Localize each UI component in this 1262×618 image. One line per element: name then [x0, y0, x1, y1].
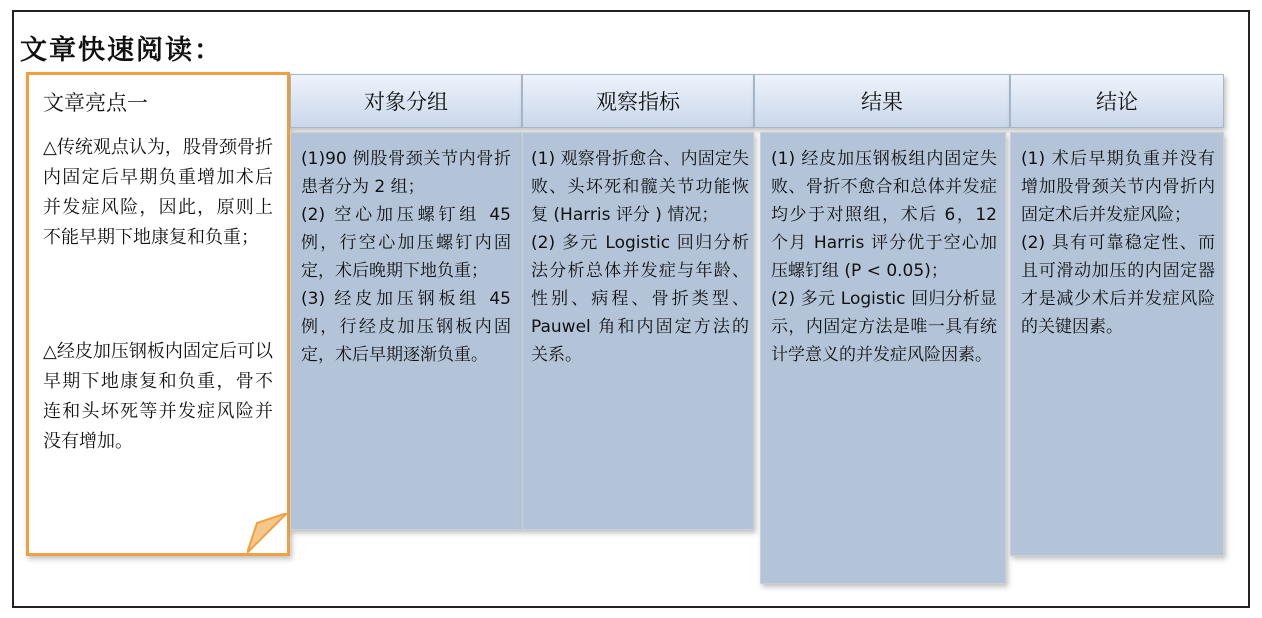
column-item: (1)90 例股骨颈关节内骨折患者分为 2 组； — [301, 149, 511, 197]
column-body-indicators — [522, 132, 754, 530]
column-item: (1) 观察骨折愈合、内固定失败、头坏死和髋关节功能恢复 (Harris 评分 ) 情况； — [531, 149, 749, 225]
page-title: 文章快速阅读： — [20, 35, 223, 66]
column-header-label: 结论 — [1096, 90, 1138, 114]
column-header-label: 观察指标 — [596, 90, 680, 114]
column-header-conclusion — [1010, 74, 1224, 128]
column-item: (1) 经皮加压钢板组内固定失败、骨折不愈合和总体并发症均少于对照组，术后 6，12 个月 Harris 评分优于空心加压螺钉组 (P < 0.05)； — [771, 149, 997, 281]
highlights-card — [26, 72, 290, 556]
column-body-conclusion — [1010, 132, 1224, 556]
column-item: (2) 多元 Logistic 回归分析法分析总体并发症与年龄、性别、病程、骨折类型、Pauwel 角和内固定方法的关系。 — [531, 233, 749, 365]
highlights-title: 文章亮点一 — [43, 91, 148, 115]
column-header-results — [754, 74, 1010, 128]
column-header-label: 对象分组 — [364, 90, 448, 114]
column-item: (2) 多元 Logistic 回归分析显示，内固定方法是唯一具有统计学意义的并发症风险因素。 — [771, 289, 997, 365]
column-header-grouping — [290, 74, 522, 128]
column-item: (2) 具有可靠稳定性、而且可滑动加压的内固定器才是减少术后并发症风险的关键因素。 — [1021, 233, 1215, 337]
column-item: (2) 空心加压螺钉组 45 例，行空心加压螺钉内固定，术后晚期下地负重； — [301, 205, 511, 281]
column-item: (3) 经皮加压钢板组 45 例，行经皮加压钢板内固定，术后早期逐渐负重。 — [301, 289, 511, 365]
column-body-grouping — [290, 132, 522, 530]
highlight-item: △经皮加压钢板内固定后可以早期下地康复和负重，骨不连和头坏死等并发症风险并没有增加。 — [43, 341, 273, 452]
highlight-item: △传统观点认为，股骨颈骨折内固定后早期负重增加术后并发症风险，因此，原则上不能早期下地康复和负重； — [43, 137, 273, 248]
column-item: (1) 术后早期负重并没有增加股骨颈关节内骨折内固定术后并发症风险； — [1021, 149, 1215, 225]
folded-corner-icon — [247, 513, 287, 553]
column-header-indicators — [522, 74, 754, 128]
column-header-label: 结果 — [861, 90, 903, 114]
column-body-results — [760, 132, 1006, 584]
